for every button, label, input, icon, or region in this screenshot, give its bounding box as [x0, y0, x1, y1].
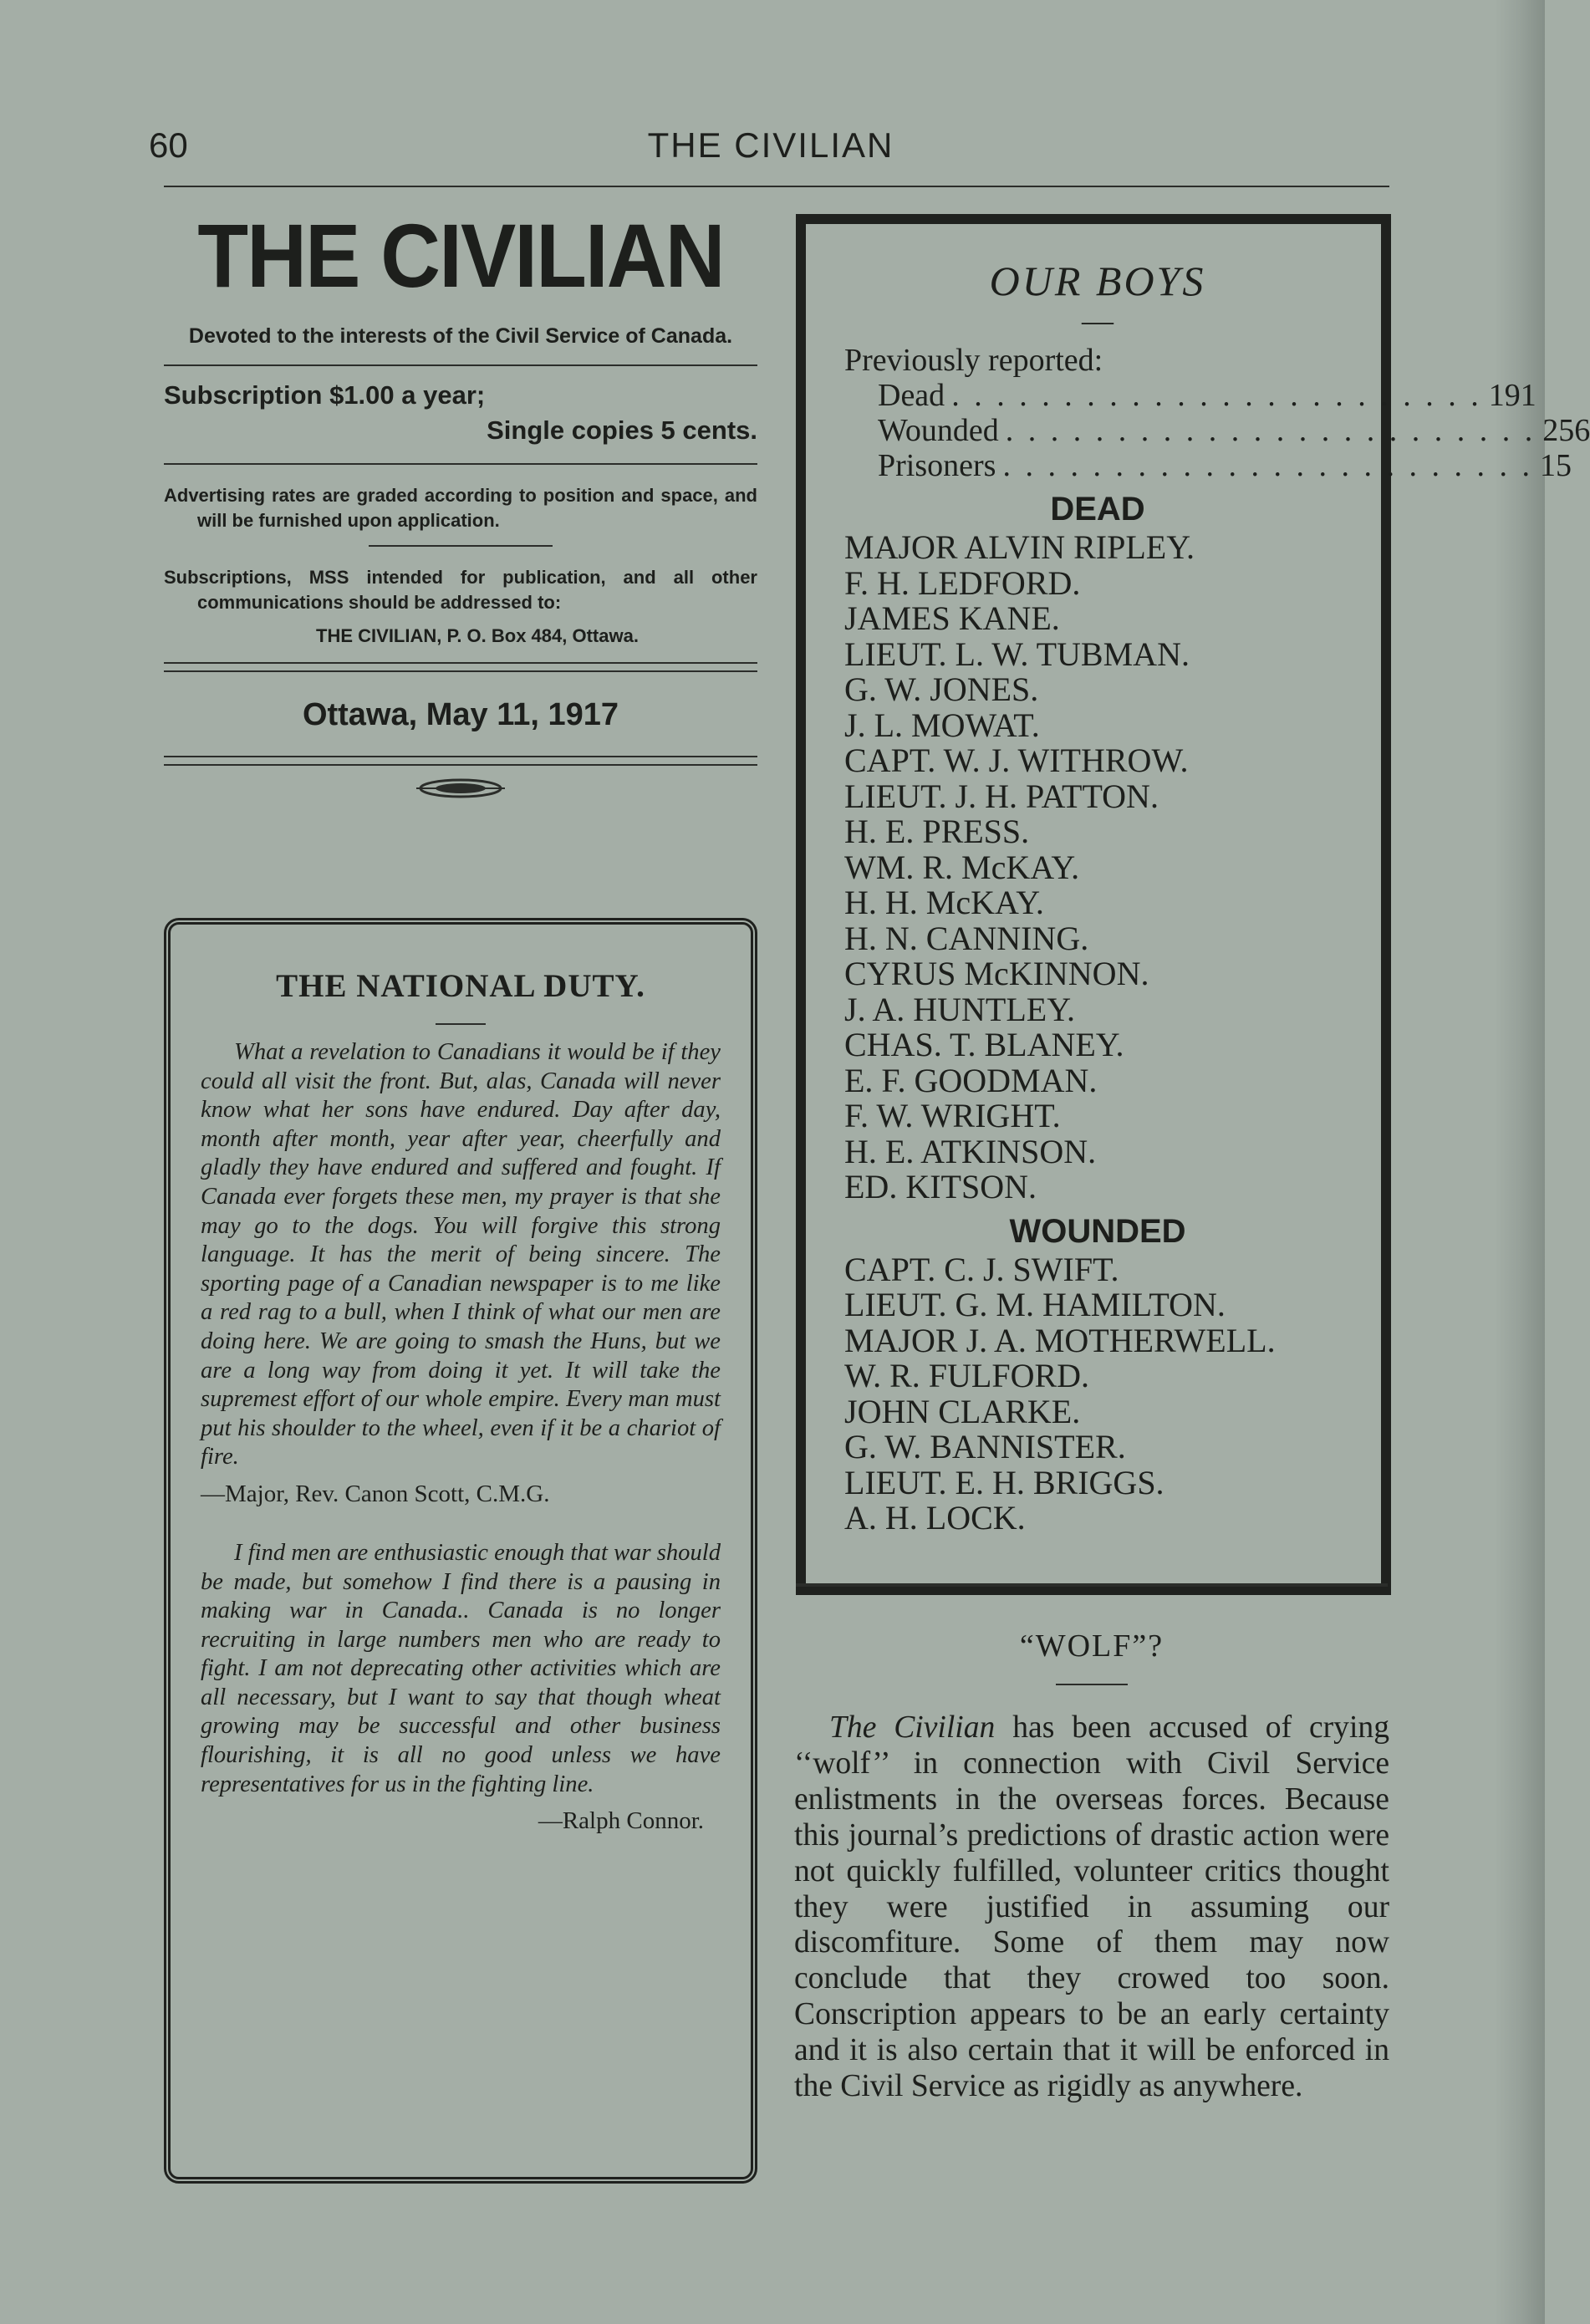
- wounded-heading: WOUNDED: [1009, 1212, 1186, 1250]
- list-item: G. W. JONES.: [844, 670, 1039, 708]
- list-item: CAPT. W. J. WITHROW.: [844, 742, 1189, 779]
- list-item: CYRUS McKINNON.: [844, 955, 1149, 992]
- list-item: H. E. PRESS.: [844, 813, 1030, 850]
- stat-value: 191: [1488, 378, 1536, 413]
- list-item: MAJOR ALVIN RIPLEY.: [844, 528, 1195, 566]
- list-item: J. A. HUNTLEY.: [844, 990, 1075, 1028]
- list-item: JOHN CLARKE.: [844, 1392, 1081, 1430]
- stat-label: Wounded: [878, 413, 999, 448]
- stat-prisoners: [844, 448, 1572, 483]
- dateline: Ottawa, May 11, 1917: [302, 697, 619, 732]
- page-edge-shadow: [1495, 0, 1545, 2324]
- leader-dots: . . . . . . . . . . . . . . . . . . . . . . . .: [1002, 448, 1533, 483]
- stat-wounded: [844, 413, 1590, 448]
- our-boys-box: [796, 214, 1590, 1595]
- double-rule-top: [164, 662, 757, 672]
- stat-value: 256: [1542, 413, 1590, 448]
- list-item: G. W. BANNISTER.: [844, 1428, 1126, 1465]
- list-item: LIEUT. L. W. TUBMAN.: [844, 635, 1190, 673]
- list-item: F. W. WRIGHT.: [844, 1097, 1061, 1134]
- advertising-note: Advertising rates are graded according to position and space, and will be furnished upon application.: [164, 485, 757, 531]
- dead-list: [844, 530, 1351, 1205]
- wolf-title: “WOLF”?: [1019, 1628, 1164, 1664]
- subscription-rule: [164, 463, 757, 465]
- list-item: LIEUT. E. H. BRIGGS.: [844, 1463, 1164, 1501]
- list-item: LIEUT. G. M. HAMILTON.: [844, 1286, 1226, 1323]
- national-duty-title: THE NATIONAL DUTY.: [276, 968, 645, 1004]
- running-head: [149, 125, 1393, 176]
- stat-dead: [844, 378, 1536, 413]
- running-title: THE CIVILIAN: [647, 125, 894, 165]
- subscription-block: [164, 366, 757, 463]
- stat-label: Prisoners: [878, 448, 996, 483]
- stat-label: Dead: [878, 378, 945, 413]
- wolf-body-text: has been accused of crying ‘‘wolf’’ in connection with Civil Service enlistments in the overseas forces. Because this journal’s predictions of drastic action were not quickly fulfilled, volunteer critics thought they were justified in assuming our discomfiture. Some of them may now conclude that they crowed too soon. Conscription appears to be an early certainty and it is also certain that it will be enforced in the Civil Service as rigidly as anywhere.: [794, 1710, 1389, 2104]
- double-rule-bottom: [164, 756, 757, 766]
- leader-dots: . . . . . . . . . . . . . . . . . . . . . . . .: [1005, 413, 1536, 448]
- masthead-title: THE CIVILIAN: [197, 205, 724, 306]
- wolf-dash: [1056, 1684, 1128, 1685]
- scott-attribution: —Major, Rev. Canon Scott, C.M.G.: [201, 1480, 550, 1507]
- single-copy-price: Single copies 5 cents.: [487, 415, 757, 445]
- list-item: H. H. McKAY.: [844, 884, 1044, 921]
- header-rule: [164, 186, 1389, 187]
- short-rule: [369, 545, 553, 547]
- leader-dots: . . . . . . . . . . . . . . . . . . . . . . . .: [951, 378, 1482, 413]
- title-dash: [436, 1023, 486, 1025]
- list-item: WM. R. McKAY.: [844, 848, 1080, 886]
- list-item: A. H. LOCK.: [844, 1499, 1026, 1537]
- dead-heading: DEAD: [1050, 491, 1145, 527]
- connor-attribution: —Ralph Connor.: [538, 1807, 704, 1835]
- our-boys-bottom-rule: [796, 1583, 1388, 1587]
- list-item: E. F. GOODMAN.: [844, 1061, 1098, 1099]
- wolf-lead-italic: The Civilian: [829, 1710, 996, 1745]
- mailing-address: THE CIVILIAN, P. O. Box 484, Ottawa.: [316, 625, 639, 646]
- national-duty-box: [164, 918, 757, 2184]
- list-item: MAJOR J. A. MOTHERWELL.: [844, 1321, 1276, 1359]
- wolf-body: [794, 1710, 1389, 2105]
- connor-quote: I find men are enthusiastic enough that war should be made, but somehow I find there is a pausing in making war in Canada.. Canada is no longer recruiting in large numbers men who are ready to fight. I am not deprecating other activities which are all necessary, but I want to say that though wheat growing may be successful and other business flourishing, it is all no good unless we have representatives for us in the fighting line.: [201, 1539, 721, 1797]
- list-item: W. R. FULFORD.: [844, 1357, 1090, 1394]
- scott-quote: What a revelation to Canadians it would be if they could all visit the front. But, alas, Canada will never know what her sons have endured. Day after day, month after month, year after year, cheerfully and gladly they have endured and suffered and fought. If Canada ever forgets these men, my prayer is that she may go to the dogs. You will forgive this strong language. It has the merit of being sincere. The sporting page of a Canadian newspaper is to me like a red rag to a bull, when I think of what our men are doing here. We are going to smash the Huns, but we are a long way from doing it yet. It will take the supremest effort of our whole empire. Every man must put his shoulder to the wheel, even if it be a chariot of fire.: [201, 1039, 721, 1470]
- list-item: JAMES KANE.: [844, 599, 1060, 637]
- our-boys-title: OUR BOYS: [989, 257, 1206, 304]
- wounded-list: [844, 1252, 1351, 1537]
- list-item: J. L. MOWAT.: [844, 706, 1040, 744]
- previously-reported: Previously reported:: [844, 343, 1103, 378]
- wolf-article: [794, 1613, 1389, 2105]
- subscription-price: Subscription $1.00 a year;: [164, 380, 486, 410]
- list-item: CHAS. T. BLANEY.: [844, 1026, 1124, 1063]
- page-number: 60: [149, 125, 188, 165]
- national-duty-content: [201, 966, 721, 1837]
- stat-value: 15: [1539, 448, 1572, 483]
- ornament-icon: [415, 776, 507, 801]
- list-item: LIEUT. J. H. PATTON.: [844, 777, 1159, 815]
- submissions-note: Subscriptions, MSS intended for publication, and all other communications should be addressed to:: [164, 567, 757, 613]
- list-item: H. N. CANNING.: [844, 919, 1089, 957]
- list-item: CAPT. C. J. SWIFT.: [844, 1250, 1119, 1288]
- list-item: H. E. ATKINSON.: [844, 1132, 1097, 1170]
- list-item: ED. KITSON.: [844, 1168, 1037, 1205]
- our-boys-dash: —: [1082, 303, 1114, 339]
- masthead-subtitle: Devoted to the interests of the Civil Service of Canada.: [188, 324, 733, 348]
- list-item: F. H. LEDFORD.: [844, 563, 1081, 602]
- masthead-column: [164, 201, 757, 809]
